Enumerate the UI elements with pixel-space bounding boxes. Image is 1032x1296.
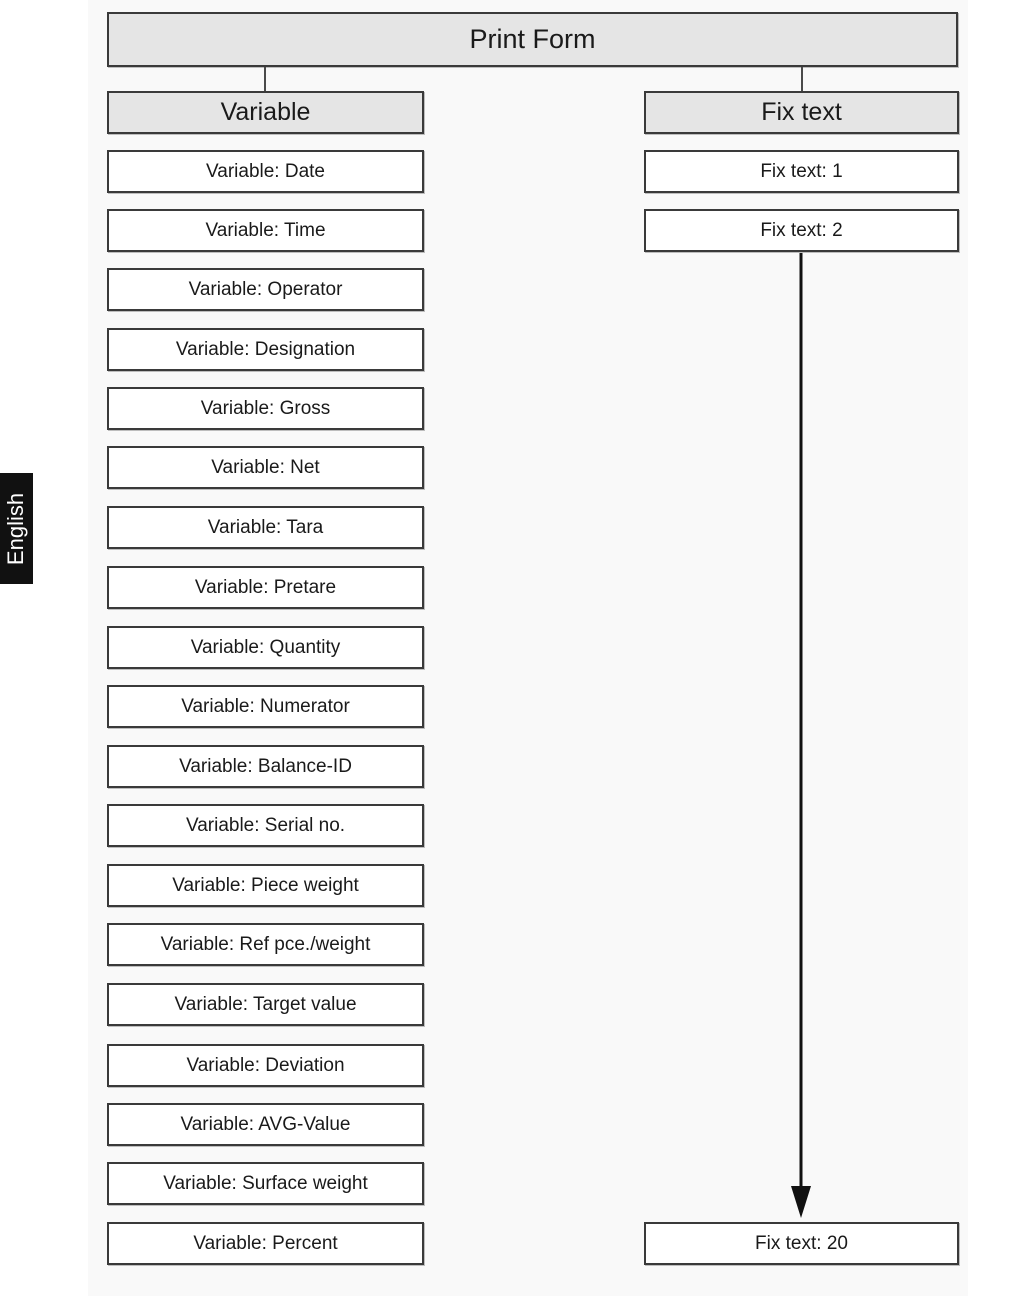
arrow-head: [791, 1186, 811, 1218]
variable-label: Variable: Designation: [175, 338, 356, 360]
variable-label: Variable: Piece weight: [172, 874, 359, 896]
variable-label: Variable: Surface weight: [163, 1172, 368, 1194]
variable-label: Variable: Time: [205, 219, 326, 241]
variable-label: Variable: Tara: [207, 516, 324, 538]
variable-label: Variable: Percent: [193, 1232, 338, 1254]
variable-label: Variable: Gross: [200, 397, 331, 419]
variable-label: Variable: Serial no.: [185, 814, 346, 836]
print-form-root-label: Print Form: [469, 24, 596, 54]
variable-label: Variable: Pretare: [194, 576, 337, 598]
fixtext-header-label: Fix text: [761, 98, 842, 126]
variable-label: Variable: Target value: [174, 993, 357, 1015]
variable-label: Variable: Numerator: [181, 695, 350, 717]
variable-label: Variable: Balance-ID: [179, 755, 352, 777]
variable-label: Variable: AVG-Value: [180, 1113, 351, 1135]
variable-label: Variable: Quantity: [190, 636, 341, 658]
variable-label: Variable: Operator: [188, 278, 343, 300]
language-tab-label: English: [3, 492, 29, 565]
fixtext-label: Fix text: 2: [760, 219, 843, 241]
fixtext-label: Fix text: 1: [760, 160, 843, 182]
variable-label: Variable: Date: [206, 160, 325, 182]
variable-label: Variable: Net: [211, 456, 320, 478]
fixtext-label: Fix text: 20: [755, 1232, 848, 1254]
variable-header-label: Variable: [220, 98, 311, 126]
variable-label: Variable: Ref pce./weight: [160, 933, 371, 955]
variable-label: Variable: Deviation: [186, 1054, 345, 1076]
